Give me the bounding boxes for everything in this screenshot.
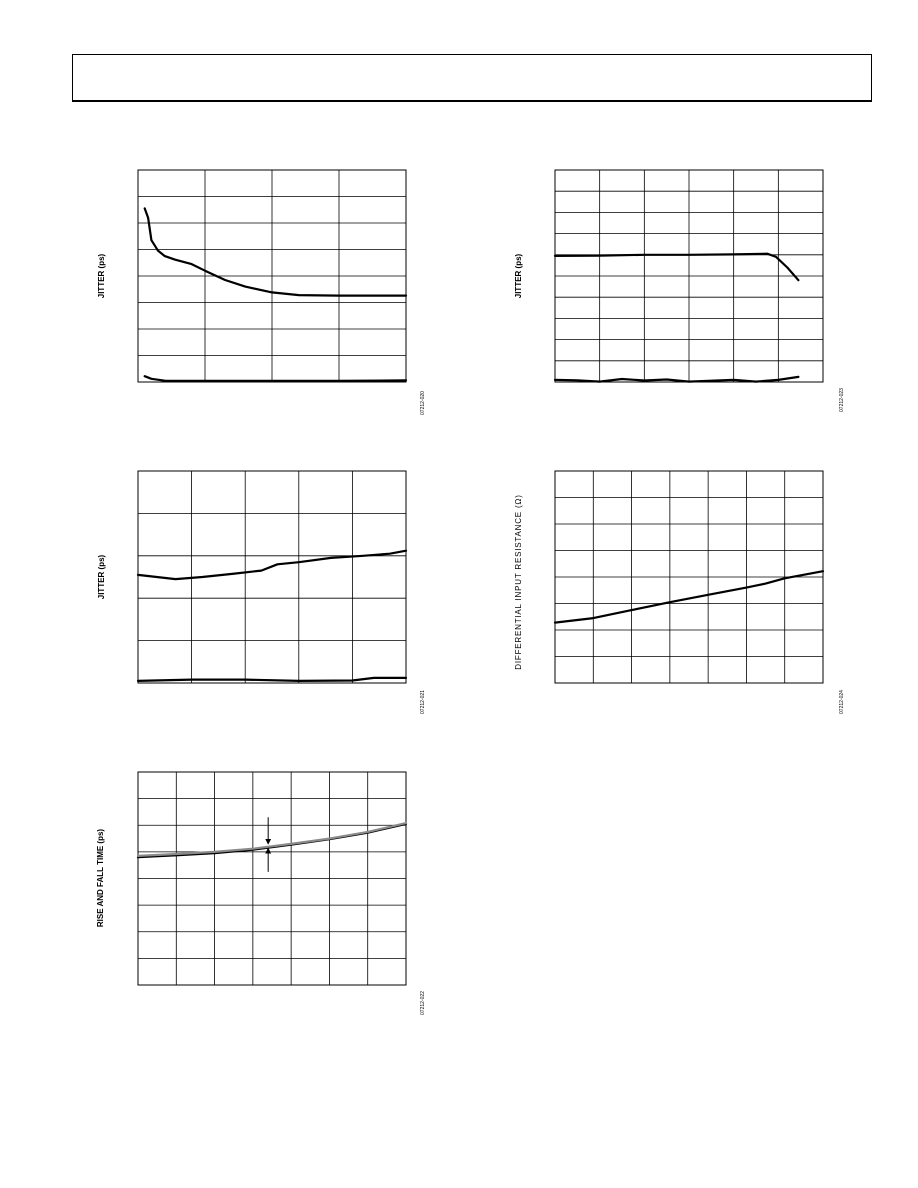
chart-5 [96, 772, 426, 1015]
y-axis-label: DIFFERENTIAL INPUT RESISTANCE (Ω) [514, 494, 523, 670]
chart-4 [514, 471, 845, 714]
chart-1 [97, 170, 426, 415]
y-axis-label: JITTER (ps) [514, 253, 523, 299]
plot-frame [138, 471, 406, 683]
figure-id: 07212-020 [420, 391, 426, 415]
y-axis-label: RISE AND FALL TIME (ps) [96, 828, 105, 928]
y-axis-label: JITTER (ps) [97, 554, 106, 600]
figure-id: 07212-022 [420, 991, 426, 1015]
series-line-1 [145, 208, 406, 295]
chart-2 [514, 170, 845, 412]
series-line-1 [138, 551, 406, 579]
series-line-2 [555, 377, 798, 382]
figure-id: 07212-024 [839, 690, 845, 714]
chart-3 [97, 471, 426, 714]
series-line-1 [555, 571, 823, 622]
y-axis-label: JITTER (ps) [97, 253, 106, 299]
series-line-2 [138, 823, 406, 856]
series-line-2 [138, 678, 406, 681]
series-line-2 [145, 376, 406, 381]
figure-id: 07212-023 [839, 388, 845, 412]
figure-id: 07212-021 [420, 690, 426, 714]
